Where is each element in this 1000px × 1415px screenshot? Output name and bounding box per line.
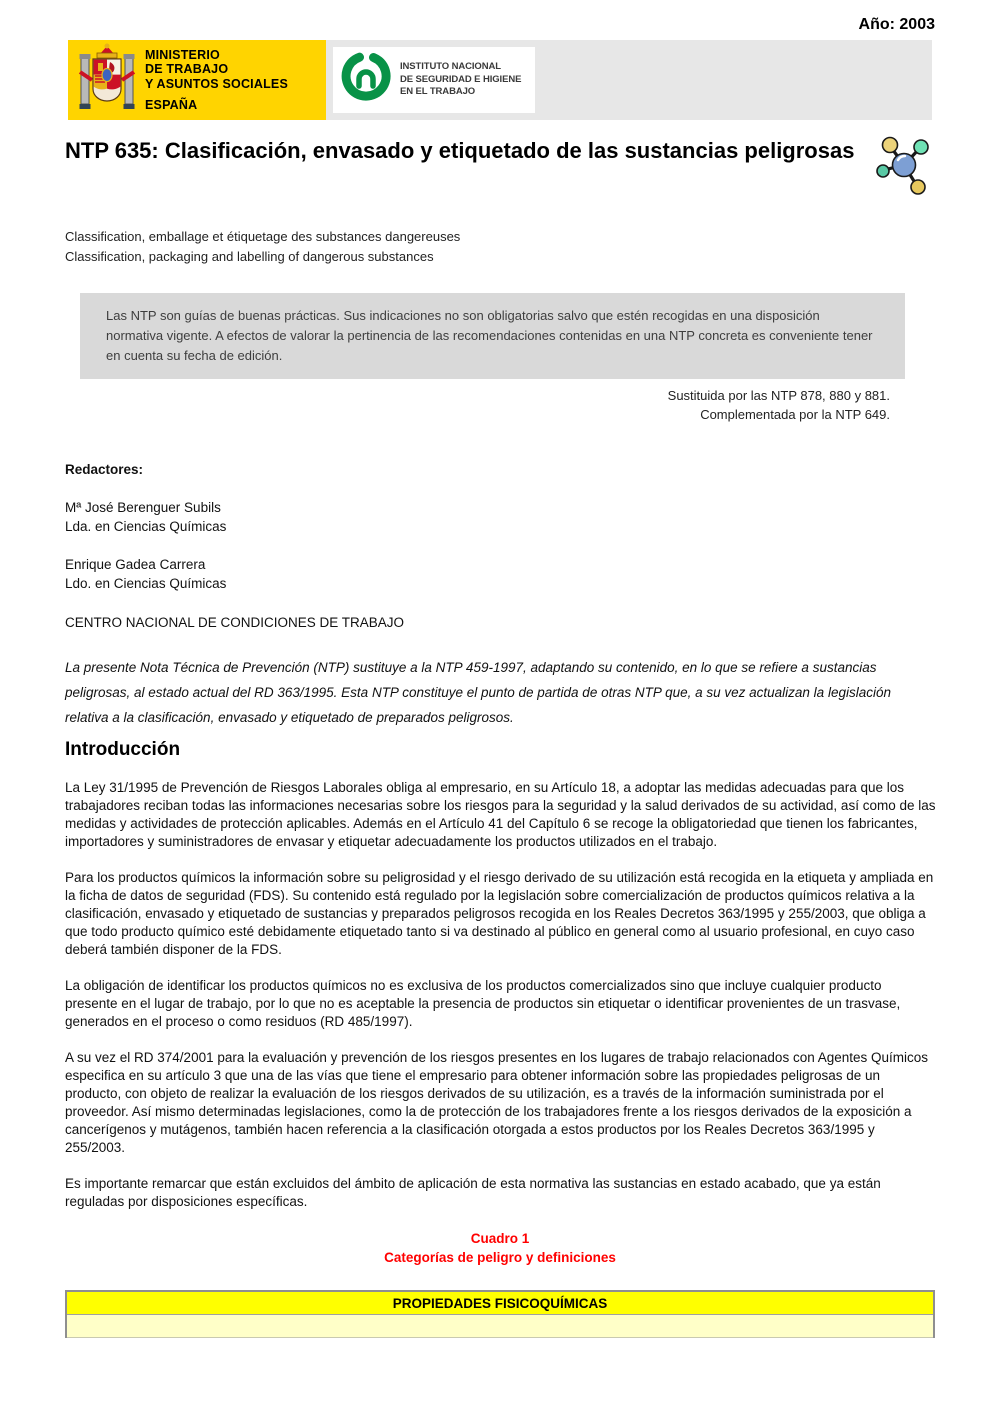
institute-name-line: EN EL TRABAJO [400, 86, 476, 98]
notice-text: Las NTP son guías de buenas prácticas. Sus indicaciones no son obligatorias salvo que estén recogidas en una disposición normativa vigente. A efectos de valorar la pertinencia de las recomendaciones contenidas en una NTP concreta es conveniente tener en cuenta su fecha de edición. [106, 308, 873, 363]
abstract-text: La presente Nota Técnica de Prevención (NTP) sustituye a la NTP 459-1997, adaptando su contenido, en lo que se refiere a sustancias peligrosas, al estado actual del RD 363/1995. Esta NTP constituye el punto de partida de otras NTP que, a su vez actualizan la legislación relativa a la clasificación, envasado y etiquetado de preparados peligrosos. [65, 660, 891, 725]
subtitle-french: Classification, emballage et étiquetage des substances dangereuses [65, 229, 461, 244]
institute-name [400, 61, 521, 98]
status-complemented: Complementada por la NTP 649. [700, 407, 890, 422]
properties-table-header: PROPIEDADES FISICOQUÍMICAS [67, 1292, 933, 1315]
title-row [65, 136, 935, 201]
intro-paragraph-2: Para los productos químicos la información sobre su peligrosidad y el riesgo derivado de su utilización está recogida en la etiqueta y ampliada en la ficha de datos de seguridad (FDS). Su contenido está regulado por la legislación sobre comercialización de productos químicos relativa a la clasificación, envasado y etiquetado de sustancias y preparados peligrosos recogida en los Reales Decretos 363/1995 y 255/2003, que obliga a que todo producto químico esté debidamente etiquetado tanto si va destinado al público en general como al usuario profesional, en cuyo caso deberá también disponer de la FDS. [65, 870, 934, 957]
author-degree: Lda. en Ciencias Químicas [65, 519, 227, 534]
insht-logo-icon [341, 52, 391, 109]
ministry-country-label: ESPAÑA [145, 98, 198, 112]
ministry-coat-of-arms-icon [78, 42, 136, 119]
cuadro-caption [65, 1229, 935, 1267]
ministry-name [145, 48, 288, 113]
cuadro-title: Cuadro 1 [470, 1231, 530, 1246]
status-block [80, 386, 905, 424]
institute-name-line: INSTITUTO NACIONAL [400, 61, 501, 73]
ministry-name-line: DE TRABAJO [145, 62, 229, 76]
institute-banner [333, 47, 535, 113]
header-band [68, 40, 932, 120]
author-degree: Ldo. en Ciencias Químicas [65, 576, 227, 591]
header-gray-band [326, 40, 932, 120]
subtitle-block [65, 227, 935, 267]
cuadro-subtitle: Categorías de peligro y definiciones [384, 1250, 616, 1265]
redactores-heading: Redactores: [65, 462, 144, 477]
author-name: Mª José Berenguer Subils [65, 500, 221, 515]
introduction-heading: Introducción [65, 739, 181, 760]
center-name: CENTRO NACIONAL DE CONDICIONES DE TRABAJO [65, 615, 405, 630]
ministry-name-line: MINISTERIO [145, 47, 220, 62]
page-title: NTP 635: Clasificación, envasado y etiquetado de las sustancias peligrosas [65, 138, 855, 163]
notice-box [80, 293, 905, 379]
intro-paragraph-3: La obligación de identificar los productos químicos no es exclusiva de los productos comercializados sino que incluye cualquier producto presente en el lugar de trabajo, por lo que no es aceptable la presencia de productos sin etiquetar o identificar provenientes de un trasvase, generados en el proceso o como residuos (RD 485/1997). [65, 978, 901, 1029]
properties-table-row [67, 1315, 933, 1338]
author-block [65, 498, 935, 536]
intro-paragraph-5: Es importante remarcar que están excluidos del ámbito de aplicación de esta normativa las sustancias en estado acabado, que ya están reguladas por disposiciones específicas. [65, 1176, 881, 1209]
redactores-section [65, 460, 935, 632]
ministry-name-line: Y ASUNTOS SOCIALES [145, 76, 288, 91]
intro-paragraph-4: A su vez el RD 374/2001 para la evaluación y prevención de los riesgos presentes en los lugares de trabajo relacionados con Agentes Químicos especifica en su artículo 3 que una de las vías que tiene el empresario para obtener información sobre las propiedades peligrosas de un producto, con objeto de realizar la evaluación de los riesgos derivados de su utilización, es a través de la información suministrada por el proveedor. Así mismo determinadas legislaciones, como la de protección de los trabajadores frente a los riesgos derivados de la exposición a cancerígenos y mutágenos, también hacen referencia a la clasificación otorgada a estos productos por los Reales Decretos 363/1995 y 255/2003. [65, 1050, 929, 1155]
status-substituted: Sustituida por las NTP 878, 880 y 881. [667, 388, 890, 403]
subtitle-english: Classification, packaging and labelling of dangerous substances [65, 249, 434, 264]
ministry-banner [68, 40, 326, 120]
intro-paragraph-1: La Ley 31/1995 de Prevención de Riesgos Laborales obliga al empresario, en su Artículo 18, a adoptar las medidas adecuadas para que los trabajadores reciban todas las informaciones necesarias sobre los riesgos para la seguridad y la salud derivados de su actividad, así como de las medidas y actividades de protección aplicables. Además en el Artículo 41 del Capítulo 6 se recoge la obligatoriedad que tienen los fabricantes, importadores y suministradores de envasar y etiquetar adecuadamente los productos utilizados en el trabajo. [65, 780, 936, 849]
molecule-icon [873, 134, 935, 201]
institute-name-line: DE SEGURIDAD E HIGIENE [400, 73, 522, 85]
year-label: Año: 2003 [858, 16, 935, 33]
properties-table [65, 1290, 935, 1338]
author-name: Enrique Gadea Carrera [65, 557, 206, 572]
author-block [65, 555, 935, 593]
